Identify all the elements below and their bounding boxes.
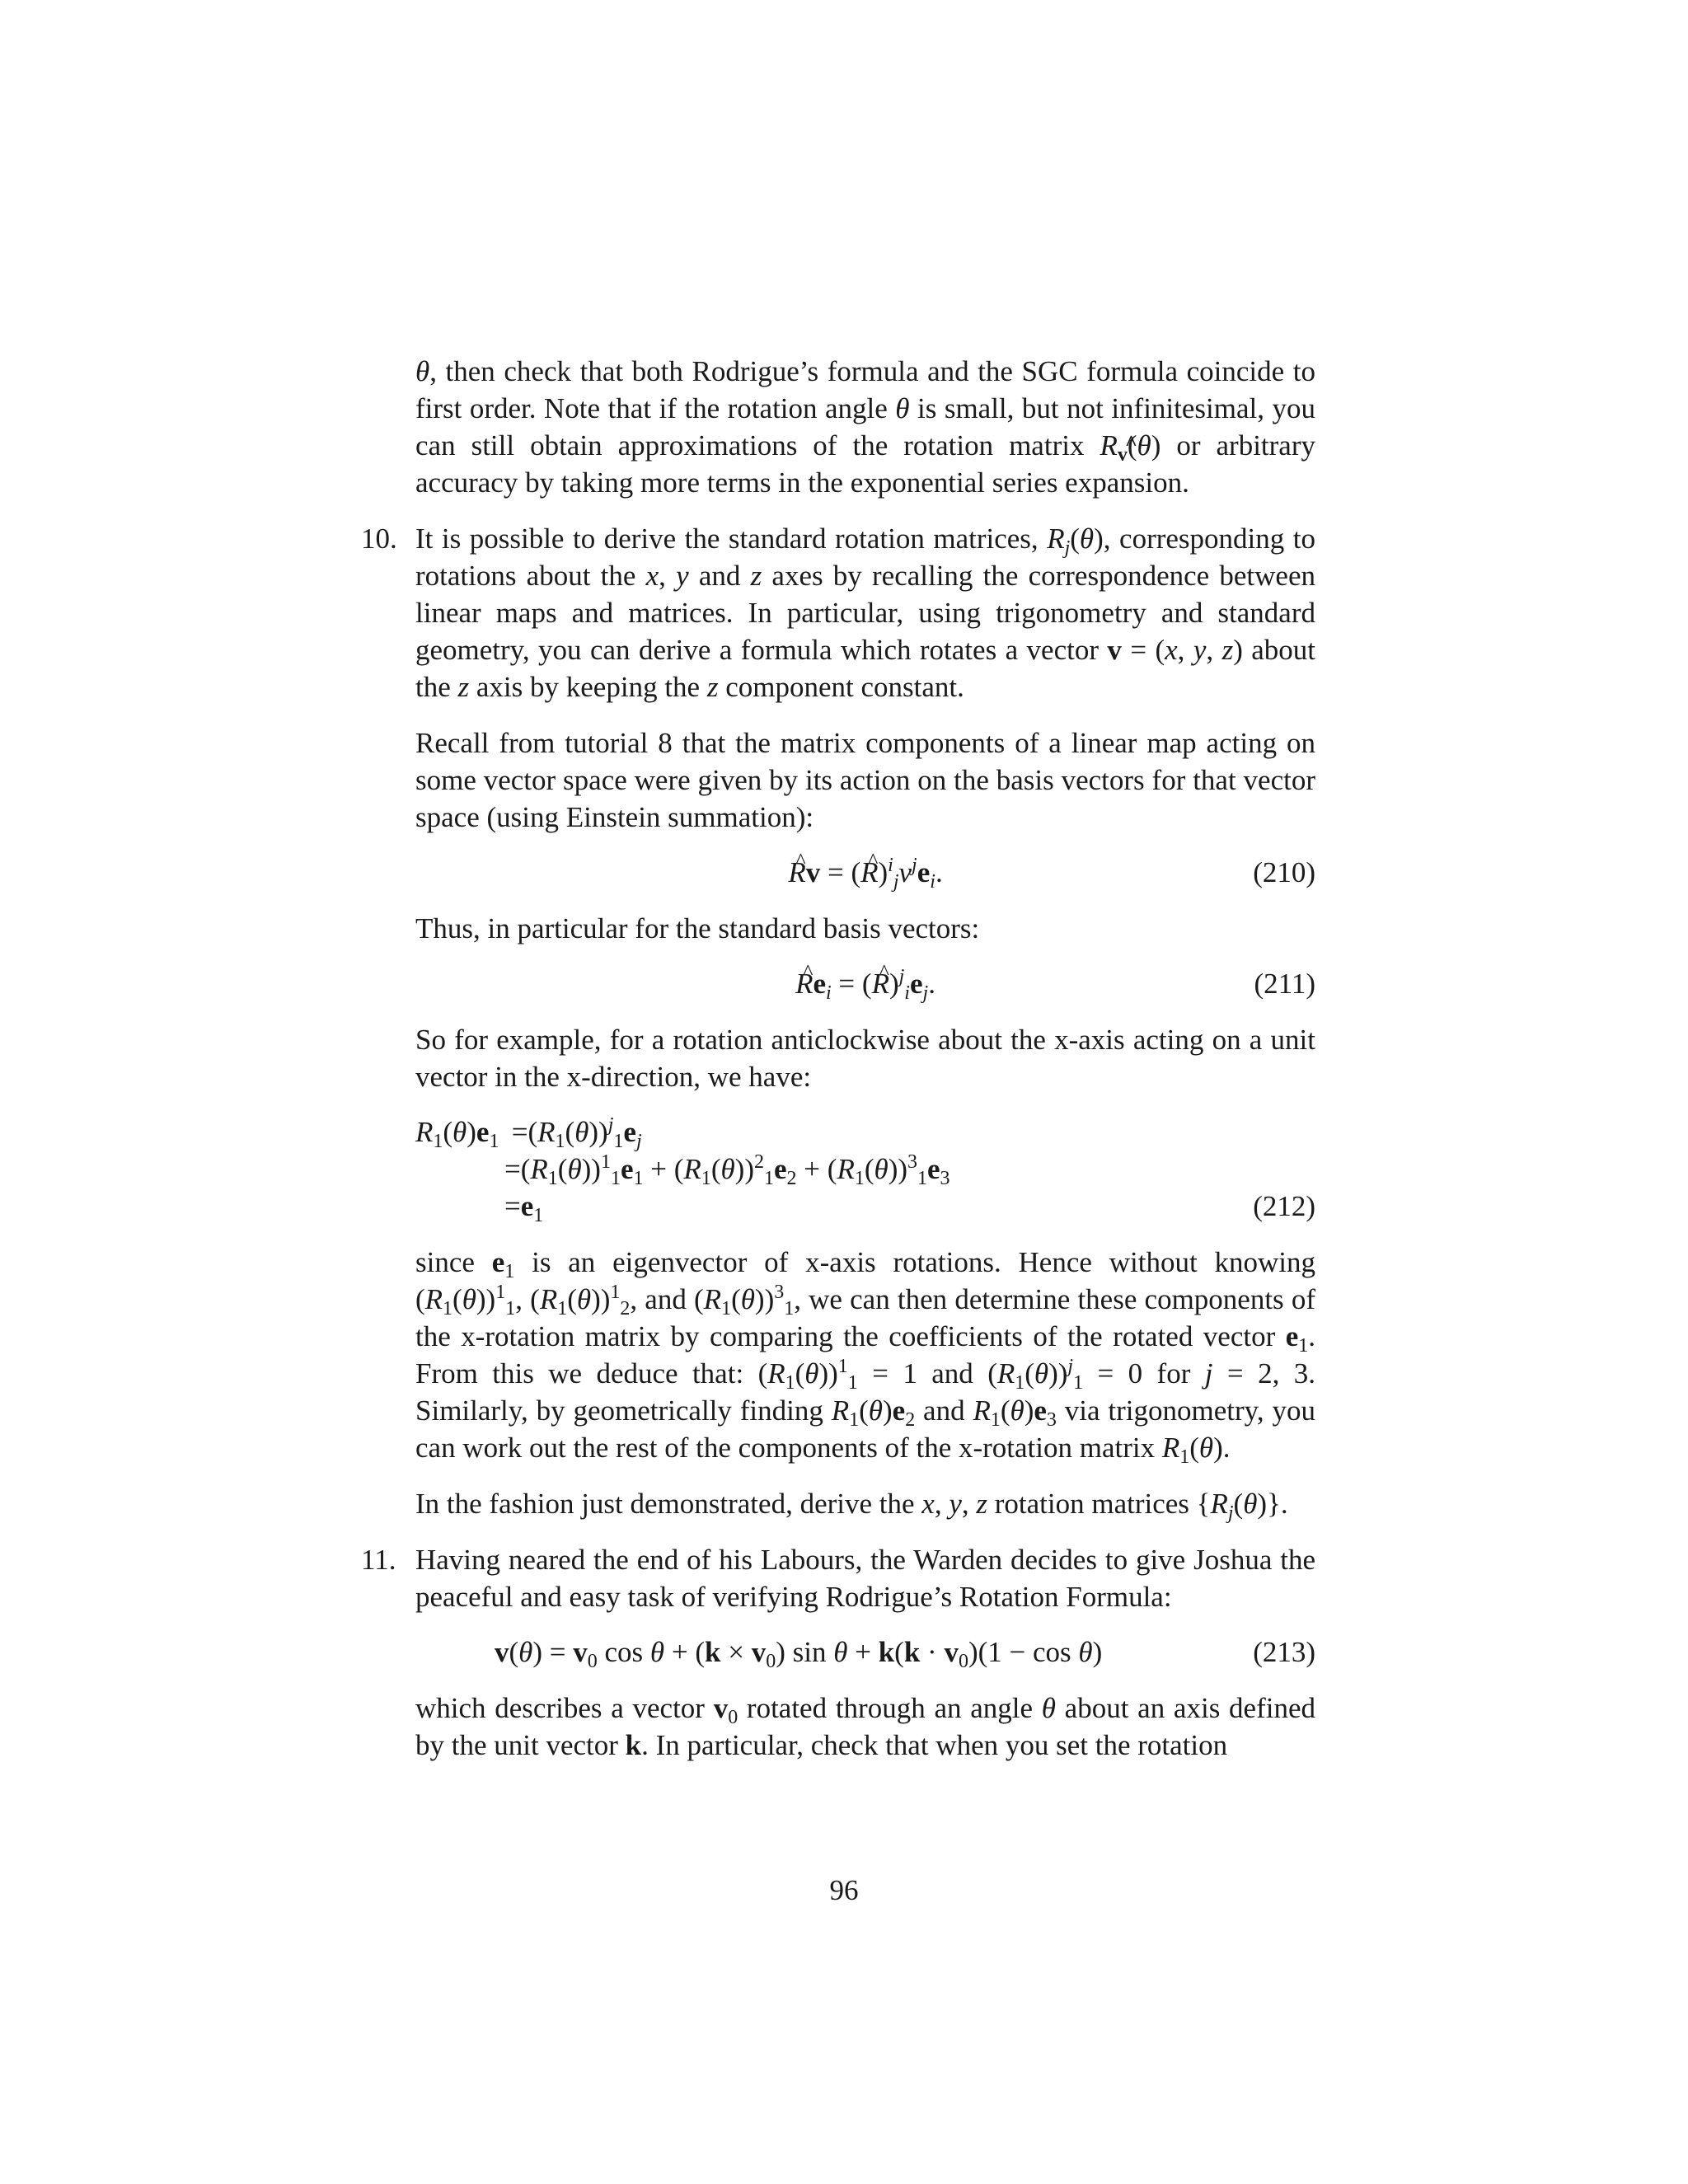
equation-212 [415, 1113, 1315, 1225]
equation-212-line-2: $=(R_1(\theta))^1_1e_1 + (R_1(\theta))^2_1e_2 + (R_1(\theta))^3_1e_3$ [504, 1151, 950, 1189]
item-number: 10. [361, 523, 397, 555]
equation-211 [415, 965, 1315, 1002]
item-11-text: Having neared the end of his Labours, the Warden decides to give Joshua the peaceful and easy task of verifying Rodrigue’s Rotation Formula: [415, 1544, 1315, 1613]
equation-212-line-1: $R_1(\theta)e_1 =(R_1(\theta))^j_1e_j$ [415, 1114, 642, 1152]
paragraph-example: So for example, for a rotation anticlockwise about the x-axis acting on a unit vector in the x-direction, we have: [415, 1024, 1315, 1093]
equation-213 [415, 1633, 1315, 1671]
paragraph-describes: which describes a vector $v_0$ rotated through an angle θ about an axis defined by the unit vector k. In particular, check that when you set the rotation [415, 1692, 1315, 1761]
paragraph-thus: Thus, in particular for the standard basis vectors: [415, 912, 980, 944]
paragraph-intro: θ, then check that both Rodrigue’s formula and the SGC formula coincide to first order. Note that if the rotation angle θ is small, but not infinitesimal, you can still obtain approximations of the rotation matrix $R_v(\theta)$ or arbitrary accuracy by taking more terms in the exponential series expansion. [415, 355, 1315, 499]
text-block [361, 353, 1316, 1764]
page-number: 96 [829, 1874, 859, 1906]
equation-number: (210) [1253, 856, 1315, 888]
item-number: 11. [361, 1544, 396, 1576]
item-10-text: It is possible to derive the standard rotation matrices, $R_j(\theta)$, corresponding to rotations about the x, y and z axes by recalling the correspondence between linear maps and matrices. In particular, using trigonometry and standard geometry, you can derive a formula which rotates a vector v = (x, y, z) about the z axis by keeping the z component constant. [415, 523, 1316, 703]
equation-number: (213) [1253, 1636, 1315, 1668]
equation-number: (212) [1253, 1190, 1315, 1222]
paragraph-since: since $e_1$ is an eigenvector of x-axis rotations. Hence without knowing $(R_1(\theta))^1_1$, $(R_1(\theta))^1_2$, and $(R_1(\theta))^3_1$, we can then determine these components of the x-rotation matrix by comparing the coefficients of the rotated vector $e_1$. From this we deduce that: $(R_1(\theta))^1_1 = 1$ and $(R_1(\theta))^j_1 = 0$ for j = 2, 3. Similarly, by geometrically finding $R_1(\theta)e_2$ and $R_1(\theta)e_3$ via trigonometry, you can work out the rest of the components of the x-rotation matrix $R_1(\theta)$. [415, 1246, 1315, 1468]
equation-210-body: ^ Rv = (^ $R)^i_jv^je_i$. [415, 854, 1315, 891]
list-item-11 [361, 1541, 1315, 1764]
equation-210 [415, 854, 1315, 891]
equation-number: (211) [1254, 968, 1315, 1000]
equation-213-body: $v(\theta) = v_0$ $\cos \theta + (k \times v_0)$ $\sin \theta + k(k \cdot v_0)(1 - \cos \theta)$ [495, 1636, 1103, 1672]
equation-212-line-3: $=e_1$ [504, 1190, 544, 1226]
list-item-10 [361, 520, 1316, 1524]
paragraph-derive: In the fashion just demonstrated, derive the x, y, z rotation matrices $\{R_j(\theta)\}$. [415, 1488, 1288, 1524]
equation-211-body: ^ $Re_i$ = (^ $R)^j_ie_j$. [415, 965, 1315, 1002]
paragraph-recall: Recall from tutorial 8 that the matrix components of a linear map acting on some vector space were given by its action on the basis vectors for that vector space (using Einstein summation): [415, 727, 1315, 833]
